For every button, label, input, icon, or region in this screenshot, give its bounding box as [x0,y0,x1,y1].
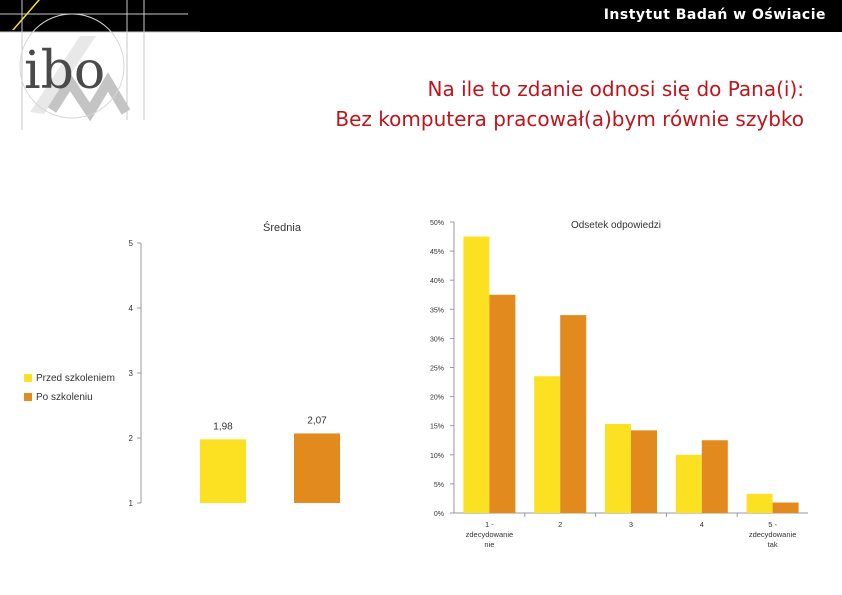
dist-x-tick-label: zdecydowanie [465,530,514,539]
mean-y-tick-label: 2 [128,434,133,443]
legend-label-before: Przed szkoleniem [36,372,115,384]
dist-y-tick-label: 50% [429,220,444,227]
dist-y-tick-label: 5% [433,481,444,489]
dist-bar-before [747,494,773,513]
mean-bar-after [294,433,340,503]
dist-x-tick-label: zdecydowanie [748,530,797,539]
mean-y-tick-label: 3 [128,369,133,378]
mean-y-tick-label: 5 [128,239,133,248]
mean-y-tick-label: 4 [128,304,133,313]
title-line-1: Na ile to zdanie odnosi się do Pana(i): [427,77,804,101]
dist-bar-before [463,237,489,513]
mean-bar-before-label: 1,98 [213,421,233,433]
dist-bar-after [773,503,799,513]
logo-text: ibo [24,41,106,101]
mean-chart-title: Średnia [263,222,301,234]
dist-y-tick-label: 10% [429,452,444,460]
dist-y-tick-label: 35% [429,307,444,315]
dist-y-tick-label: 45% [429,249,444,257]
mean-bar-after-label: 2,07 [307,415,327,427]
dist-x-tick-label: nie [484,540,495,549]
dist-y-tick-label: 0% [433,511,444,518]
dist-chart-title: Odsetek odpowiedzi [570,220,662,231]
mean-y-tick-label: 1 [128,499,133,508]
dist-bar-after [631,430,657,513]
dist-x-tick-label: 2 [558,520,563,529]
dist-bar-before [676,455,702,513]
dist-x-tick-label: 3 [628,520,634,529]
brand-name: Instytut Badań w Oświacie [603,7,826,23]
dist-x-tick-label: 1 - [485,520,494,529]
dist-bar-after [702,440,728,513]
dist-y-tick-label: 40% [429,278,444,286]
dist-x-tick-label: 5 - [768,520,777,529]
title-line-2: Bez komputera pracował(a)bym równie szybko [335,107,804,131]
dist-y-tick-label: 20% [429,394,444,402]
legend-label-after: Po szkoleniu [36,391,93,403]
dist-bar-after [489,295,515,513]
dist-x-tick-label: tak [767,540,778,549]
mean-bar-before [200,439,246,503]
dist-y-tick-label: 15% [429,423,444,431]
dist-bar-after [560,315,586,513]
dist-bar-before [605,424,631,513]
dist-y-tick-label: 30% [429,336,444,344]
dist-x-tick-label: 4 [699,520,704,529]
dist-y-tick-label: 25% [429,365,444,373]
dist-bar-before [534,376,560,513]
